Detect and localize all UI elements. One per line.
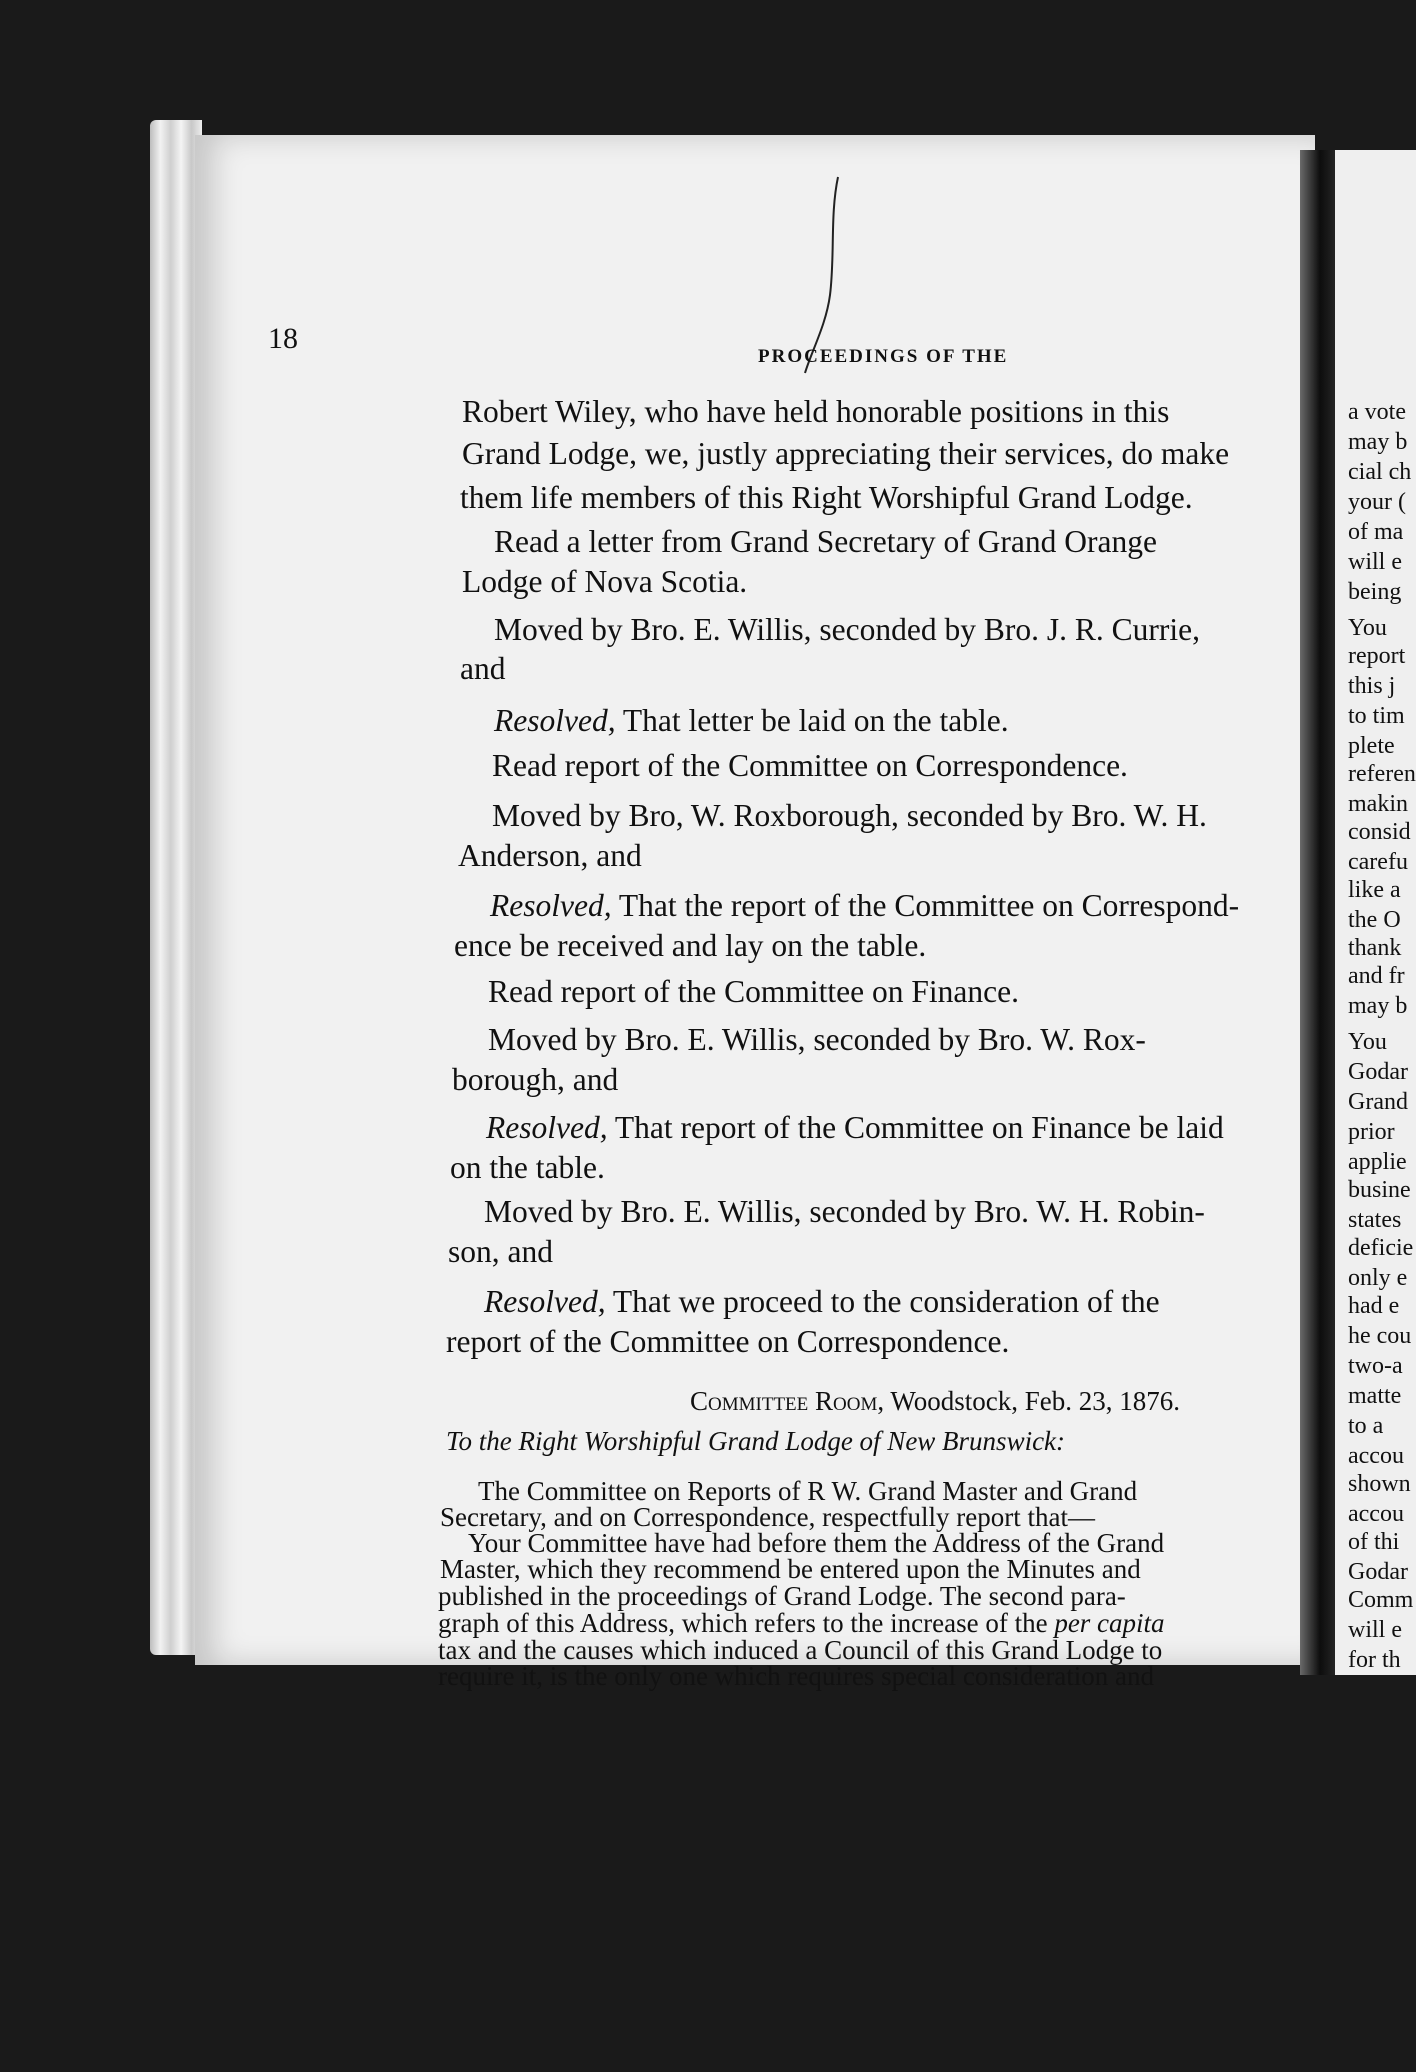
right-page-fragment	[1335, 150, 1416, 1675]
right-page-text-fragment: plete	[1348, 733, 1395, 759]
text-line	[490, 890, 1239, 922]
right-page-text-fragment: consid	[1348, 819, 1411, 845]
right-page-text-fragment: of ma	[1348, 519, 1404, 545]
text-line: Anderson, and	[458, 838, 642, 873]
book-gutter	[1300, 150, 1340, 1675]
right-page-text-fragment: carefu	[1348, 849, 1408, 875]
right-page-text-fragment: Grand	[1348, 1089, 1408, 1115]
right-page-text-fragment: states	[1348, 1207, 1402, 1233]
right-page-text-fragment: and fr	[1348, 963, 1405, 989]
right-page-text-fragment: two-a	[1348, 1353, 1403, 1379]
text-span: graph of this Address, which refers to the increase of the	[438, 1608, 1055, 1638]
text-span: That we proceed to the consideration of the	[605, 1284, 1160, 1319]
text-line: require it, is the only one which requires special consideration and	[438, 1661, 1155, 1691]
text-line: Read a letter from Grand Secretary of Grand Orange	[494, 524, 1157, 559]
text-line: report of the Committee on Correspondence.	[446, 1324, 1010, 1359]
resolved-label: Resolved,	[490, 888, 612, 923]
right-page-text-fragment: You	[1348, 615, 1387, 641]
text-line: Master, which they recommend be entered upon the Minutes and	[440, 1554, 1141, 1584]
text-line: them life members of this Right Worshipful Grand Lodge.	[460, 480, 1193, 515]
text-line	[494, 705, 1009, 737]
resolved-label: Resolved,	[486, 1110, 608, 1145]
right-page-text-fragment: may b	[1348, 429, 1408, 455]
text-line: Lodge of Nova Scotia.	[462, 564, 748, 599]
right-page-text-fragment: accou	[1348, 1443, 1404, 1469]
text-line: tax and the causes which induced a Council of this Grand Lodge to	[438, 1635, 1163, 1665]
text-span: That letter be laid on the table.	[615, 703, 1009, 738]
text-line: and	[460, 651, 506, 686]
text-line: Moved by Bro, W. Roxborough, seconded by Bro. W. H.	[492, 798, 1207, 833]
text-line	[690, 1388, 1180, 1415]
text-line: Read report of the Committee on Finance.	[488, 974, 1019, 1009]
right-page-text-fragment: cial ch	[1348, 459, 1412, 485]
right-page-text-fragment: deficie	[1348, 1235, 1414, 1261]
right-page-text-fragment: this j	[1348, 673, 1396, 699]
right-page-text-fragment: will e	[1348, 1617, 1402, 1643]
text-span: Woodstock, Feb. 23, 1876.	[884, 1386, 1180, 1416]
text-line: on the table.	[450, 1150, 605, 1185]
right-page-text-fragment: your (	[1348, 489, 1406, 515]
text-line: Moved by Bro. E. Willis, seconded by Bro. J. R. Currie,	[494, 612, 1200, 647]
text-span: That report of the Committee on Finance be laid	[607, 1110, 1224, 1145]
text-line: Grand Lodge, we, justly appreciating their services, do make	[462, 436, 1230, 471]
right-page-text-fragment: applie	[1348, 1149, 1407, 1175]
running-head: PROCEEDINGS OF THE	[758, 346, 1009, 367]
text-line: Read report of the Committee on Correspondence.	[492, 748, 1128, 783]
right-page-text-fragment: Godar	[1348, 1059, 1408, 1085]
right-page-text-fragment: Godar	[1348, 1559, 1408, 1585]
text-line: borough, and	[452, 1062, 619, 1097]
text-line: son, and	[448, 1234, 553, 1269]
text-line	[484, 1286, 1160, 1318]
right-page-text-fragment: busine	[1348, 1177, 1411, 1203]
right-page-text-fragment: a vote	[1348, 399, 1406, 425]
right-page-text-fragment: report	[1348, 643, 1406, 669]
right-page-text-fragment: thank	[1348, 935, 1402, 961]
text-line: The Committee on Reports of R W. Grand Master and Grand	[478, 1476, 1138, 1506]
right-page-text-fragment: will e	[1348, 549, 1402, 575]
right-page-text-fragment: Comm	[1348, 1587, 1414, 1613]
text-line: published in the proceedings of Grand Lodge. The second para-	[438, 1581, 1126, 1611]
resolved-label: Resolved,	[494, 703, 616, 738]
text-line	[438, 1610, 1165, 1637]
text-line: ence be received and lay on the table.	[454, 928, 927, 963]
right-page-text-fragment: makin	[1348, 791, 1408, 817]
right-page-text-fragment: like a	[1348, 877, 1401, 903]
text-line: Moved by Bro. E. Willis, seconded by Bro. W. H. Robin-	[484, 1194, 1205, 1229]
page-number: 18	[268, 322, 298, 355]
right-page-text-fragment: matte	[1348, 1383, 1402, 1409]
right-page-text-fragment: shown	[1348, 1471, 1411, 1497]
right-page-text-fragment: You	[1348, 1029, 1387, 1055]
right-page-text-fragment: accou	[1348, 1501, 1404, 1527]
right-page-text-fragment: for th	[1348, 1647, 1401, 1673]
right-page-text-fragment: to a	[1348, 1413, 1384, 1439]
right-page-text-fragment: the O	[1348, 907, 1401, 933]
pen-mark	[790, 175, 850, 375]
committee-room-label: Committee Room,	[690, 1386, 885, 1416]
right-page-text-fragment: prior	[1348, 1119, 1395, 1145]
text-line: Robert Wiley, who have held honorable positions in this	[462, 394, 1170, 429]
per-capita-term: per capita	[1054, 1608, 1165, 1638]
right-page-text-fragment: may b	[1348, 993, 1408, 1019]
text-span: That the report of the Committee on Correspond-	[611, 888, 1240, 923]
salutation: To the Right Worshipful Grand Lodge of New Brunswick:	[446, 1426, 1066, 1456]
text-line: Your Committee have had before them the Address of the Grand	[468, 1528, 1165, 1558]
text-line: Secretary, and on Correspondence, respectfully report that—	[440, 1502, 1096, 1532]
right-page-text-fragment: he cou	[1348, 1323, 1412, 1349]
right-page-text-fragment: to tim	[1348, 703, 1405, 729]
right-page-text-fragment: of thi	[1348, 1529, 1400, 1555]
right-page-text-fragment: referen	[1348, 761, 1416, 787]
right-page-text-fragment: had e	[1348, 1293, 1400, 1319]
resolved-label: Resolved,	[484, 1284, 606, 1319]
right-page-text-fragment: being	[1348, 579, 1402, 605]
text-line: Moved by Bro. E. Willis, seconded by Bro. W. Rox-	[488, 1022, 1146, 1057]
text-line	[486, 1112, 1224, 1144]
right-page-text-fragment: only e	[1348, 1265, 1408, 1291]
